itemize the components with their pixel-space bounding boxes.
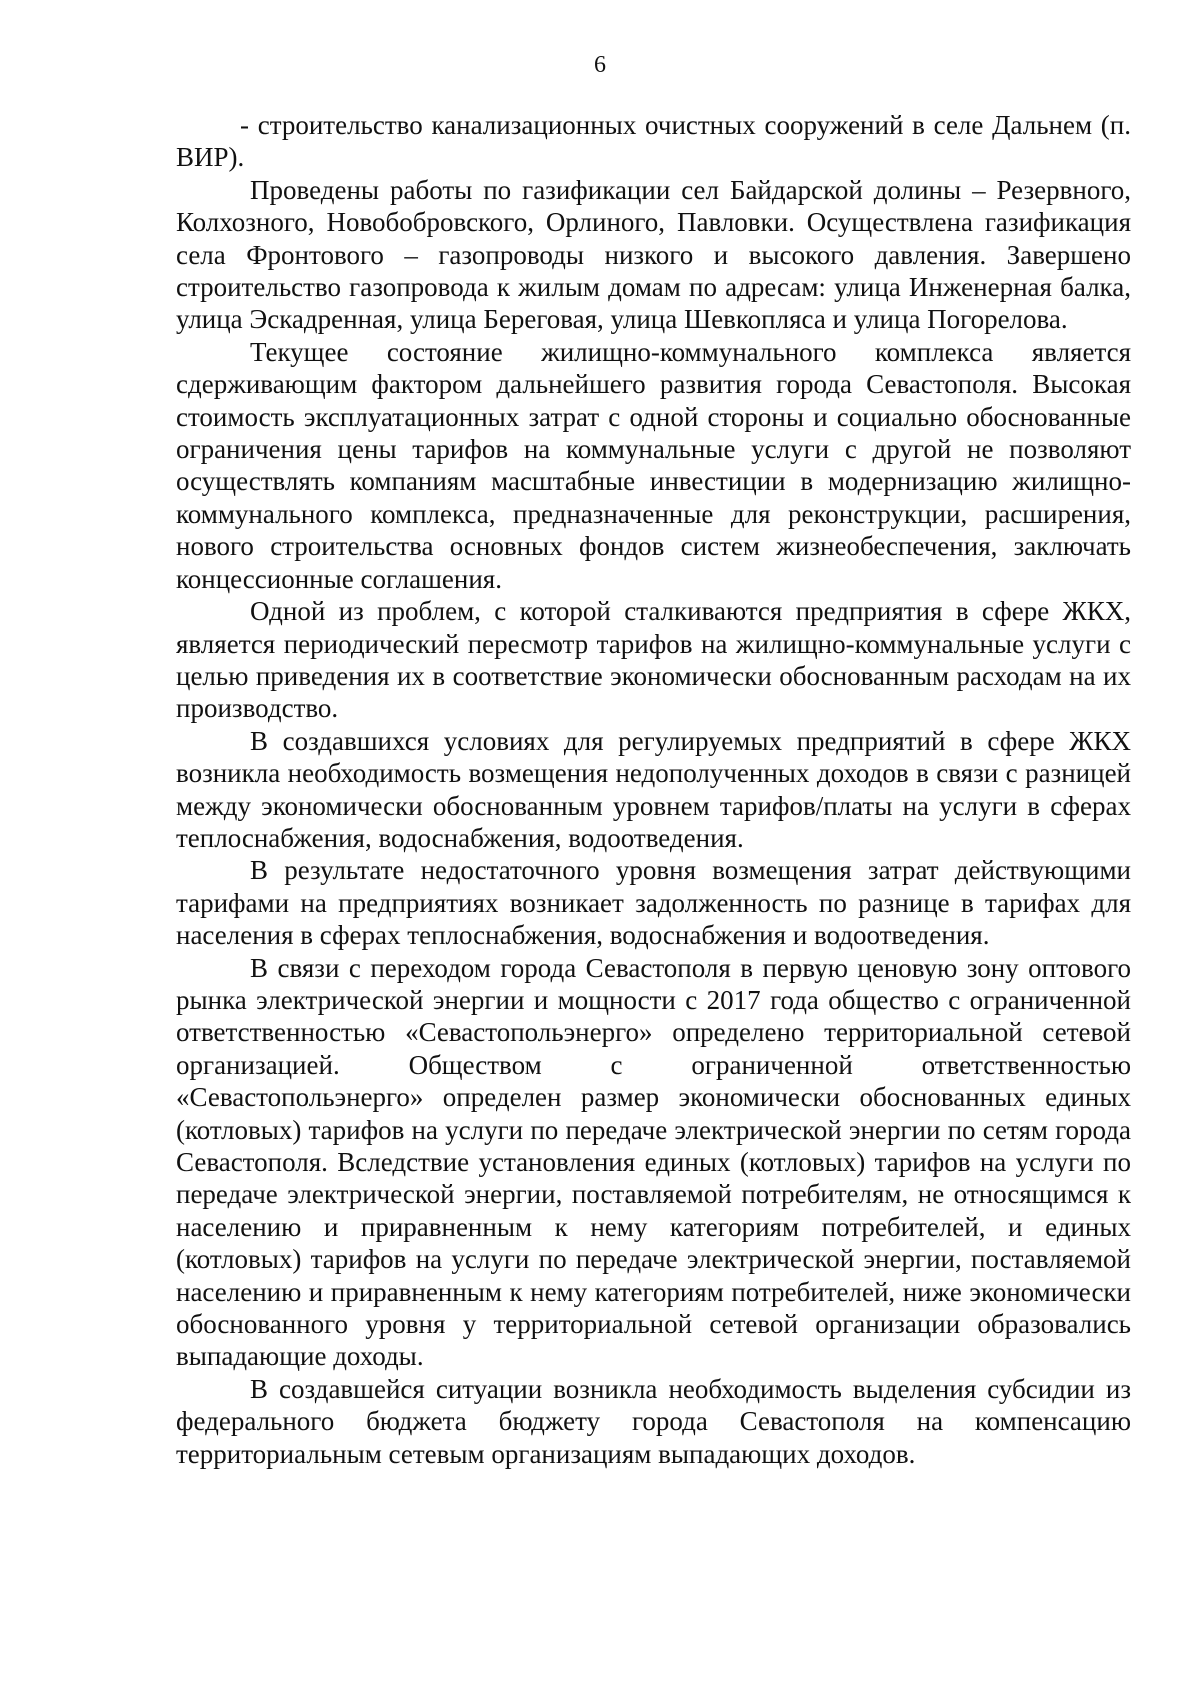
paragraph-energy-market: В связи с переходом города Севастополя в первую ценовую зону оптового рынка электрической энергии и мощности с 2017 года общество с ограниченной ответственностью «Севастопольэнерго» определено территориальной сетевой организацией. Обществом с ограниченной ответственностью «Севастопольэнерго» определен размер экономически обоснованных единых (котловых) тарифов на услуги по передаче электрической энергии по сетям города Севастополя. Вследствие установления единых (котловых) тарифов на услуги по передаче электрической энергии, поставляемой потребителям, не относящимся к населению и приравненным к нему категориям потребителей, и единых (котловых) тарифов на услуги по передаче электрической энергии, поставляемой населению и приравненным к нему категориям потребителей, ниже экономически обоснованного уровня у территориальной сетевой организации образовались выпадающие доходы. [176, 952, 1131, 1372]
paragraph-subsidy: В создавшейся ситуации возникла необходимость выделения субсидии из федерального бюджета бюджету города Севастополя на компенсацию территориальным сетевым организациям выпадающих доходов. [176, 1373, 1131, 1469]
paragraph-housing-state: Текущее состояние жилищно-коммунального комплекса является сдерживающим фактором дальнейшего развития города Севастополя. Высокая стоимость эксплуатационных затрат с одной стороны и социально обоснованные ограничения цены тарифов на коммунальные услуги с другой не позволяют осуществлять компаниям масштабные инвестиции в модернизацию жилищно-коммунального комплекса, предназначенные для реконструкции, расширения, нового строительства основных фондов систем жизнеобеспечения, заключать концессионные соглашения. [176, 336, 1131, 594]
paragraph-sewage-construction: - строительство канализационных очистных сооружений в селе Дальнем (п. ВИР). [176, 110, 1131, 173]
document-body [176, 109, 1131, 1470]
paragraph-tariff-revision: Одной из проблем, с которой сталкиваются предприятия в сфере ЖКХ, является периодический пересмотр тарифов на жилищно-коммунальные услуги с целью приведения их в соответствие экономически обоснованным расходам на их производство. [176, 596, 1131, 724]
paragraph-tariff-debt: В результате недостаточного уровня возмещения затрат действующими тарифами на предприятиях возникает задолженность по разнице в тарифах для населения в сферах теплоснабжения, водоснабжения и водоотведения. [176, 855, 1131, 951]
paragraph-income-compensation: В создавшихся условиях для регулируемых предприятий в сфере ЖКХ возникла необходимость возмещения недополученных доходов в связи с разницей между экономически обоснованным уровнем тарифов/платы на услуги в сферах теплоснабжения, водоснабжения, водоотведения. [176, 725, 1131, 853]
page-number: 6 [594, 52, 606, 78]
paragraph-gasification: Проведены работы по газификации сел Байдарской долины – Резервного, Колхозного, Новобобровского, Орлиного, Павловки. Осуществлена газификация села Фронтового – газопроводы низкого и высокого давления. Завершено строительство газопровода к жилым домам по адресам: улица Инженерная балка, улица Эскадренная, улица Береговая, улица Шевкопляса и улица Погорелова. [176, 174, 1131, 335]
